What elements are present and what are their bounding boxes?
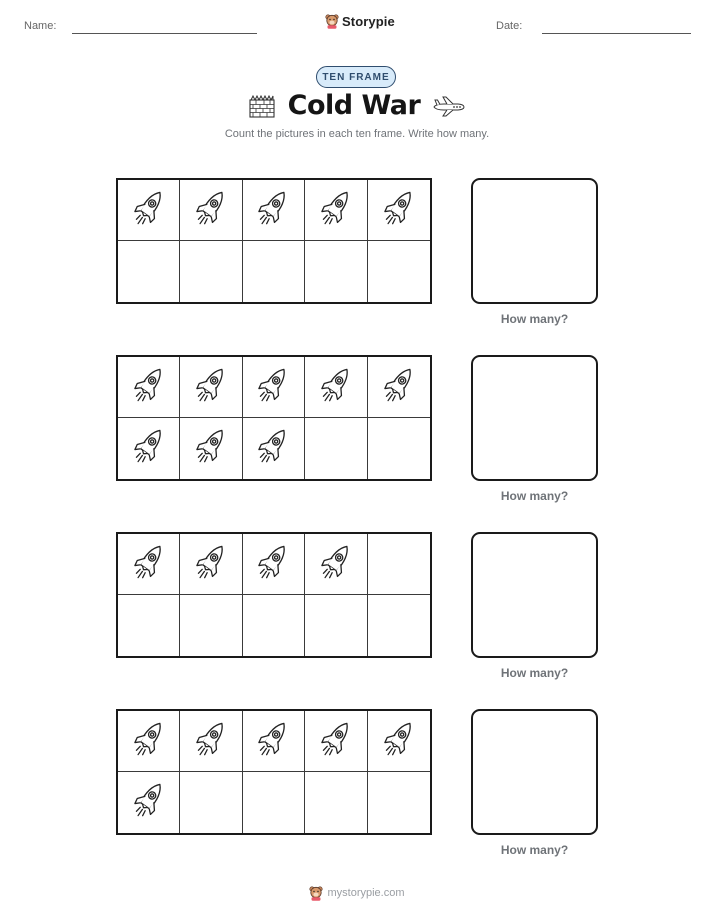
name-label: Name: [24, 20, 57, 32]
rocket-icon [193, 363, 229, 412]
how-many-label: How many? [500, 489, 569, 503]
frame-cell [180, 180, 242, 241]
frame-cell [305, 772, 367, 833]
frame-cell [305, 711, 367, 772]
frame-cell [243, 180, 305, 241]
rocket-icon [255, 363, 291, 412]
frame-cell [305, 357, 367, 418]
worksheet-type-badge: TEN FRAME [316, 66, 396, 88]
brand-name: Storypie [342, 13, 395, 29]
rocket-icon [381, 363, 417, 412]
footer-url[interactable]: mystorypie.com [327, 887, 405, 899]
frame-cell [368, 595, 430, 656]
frame-cell [305, 418, 367, 479]
ten-frame [116, 178, 432, 304]
rocket-icon [131, 778, 167, 827]
frame-cell [180, 357, 242, 418]
rocket-icon [193, 540, 229, 589]
rocket-icon [131, 424, 167, 473]
answer-box[interactable] [471, 532, 598, 658]
rocket-icon [318, 186, 354, 235]
how-many-label: How many? [500, 666, 569, 680]
answer-box[interactable] [471, 709, 598, 835]
rocket-icon [255, 186, 291, 235]
frame-cell [118, 595, 180, 656]
frame-cell [243, 357, 305, 418]
footer [0, 885, 714, 901]
frame-cell [118, 241, 180, 302]
frame-cell [368, 241, 430, 302]
title-row [0, 90, 714, 121]
ten-frame [116, 355, 432, 481]
frame-cell [118, 357, 180, 418]
answer-box[interactable] [471, 178, 598, 304]
name-field[interactable] [72, 33, 257, 34]
date-label: Date: [496, 20, 523, 32]
rocket-icon [193, 186, 229, 235]
frame-cell [180, 772, 242, 833]
bear-mascot-icon [325, 13, 339, 29]
frame-cell [368, 534, 430, 595]
date-field[interactable] [542, 33, 691, 34]
frame-cell [243, 534, 305, 595]
frame-cell [368, 711, 430, 772]
frame-cell [118, 711, 180, 772]
frame-cell [243, 595, 305, 656]
airplane-icon [432, 95, 466, 117]
rocket-icon [131, 186, 167, 235]
frame-cell [368, 418, 430, 479]
bear-mascot-icon [309, 885, 323, 901]
rocket-icon [131, 717, 167, 766]
frame-cell [305, 534, 367, 595]
frame-cell [180, 418, 242, 479]
rocket-icon [318, 540, 354, 589]
frame-cell [368, 180, 430, 241]
frame-cell [243, 772, 305, 833]
frame-cell [180, 534, 242, 595]
frame-cell [180, 711, 242, 772]
rocket-icon [131, 540, 167, 589]
frame-cell [243, 241, 305, 302]
frame-cell [305, 595, 367, 656]
frame-cell [368, 357, 430, 418]
instructions: Count the pictures in each ten frame. Write how many. [224, 128, 490, 140]
frame-cell [180, 241, 242, 302]
frame-cell [118, 418, 180, 479]
rocket-icon [255, 424, 291, 473]
rocket-icon [381, 186, 417, 235]
frame-cell [118, 772, 180, 833]
frame-cell [368, 772, 430, 833]
frame-cell [305, 180, 367, 241]
frame-cell [243, 711, 305, 772]
rocket-icon [255, 717, 291, 766]
wall-icon [248, 94, 276, 118]
rocket-icon [193, 717, 229, 766]
ten-frame [116, 532, 432, 658]
rocket-icon [131, 363, 167, 412]
how-many-label: How many? [500, 312, 569, 326]
answer-box[interactable] [471, 355, 598, 481]
rocket-icon [255, 540, 291, 589]
frame-cell [118, 180, 180, 241]
rocket-icon [193, 424, 229, 473]
frame-cell [243, 418, 305, 479]
ten-frame [116, 709, 432, 835]
frame-cell [118, 534, 180, 595]
how-many-label: How many? [500, 843, 569, 857]
brand-logo [325, 13, 395, 29]
rocket-icon [318, 363, 354, 412]
frame-cell [180, 595, 242, 656]
page-title: Cold War [287, 90, 421, 121]
frame-cell [305, 241, 367, 302]
rocket-icon [318, 717, 354, 766]
rocket-icon [381, 717, 417, 766]
